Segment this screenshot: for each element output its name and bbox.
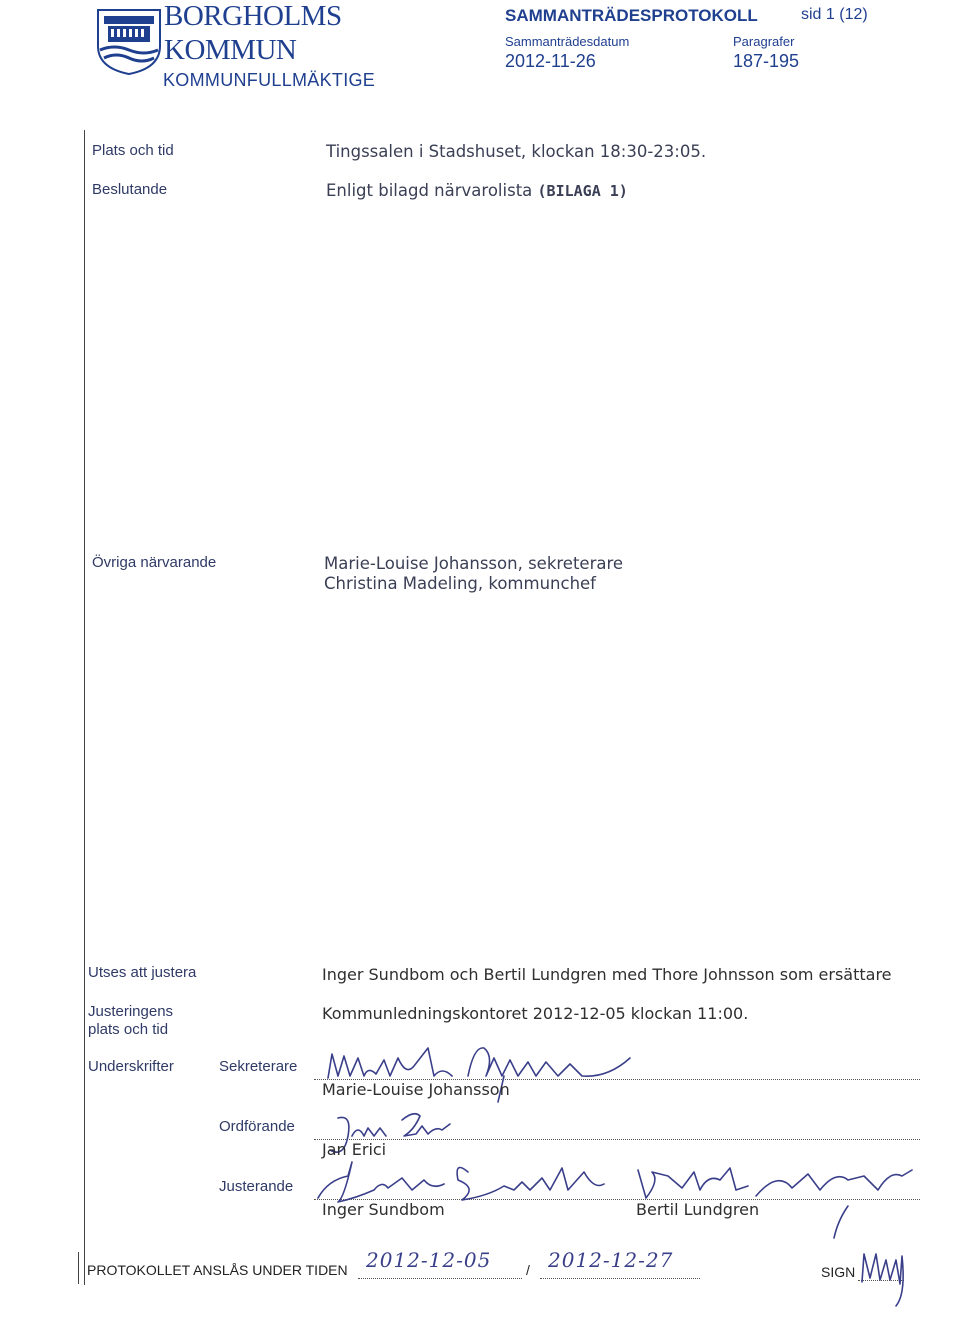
ovriga-person-2: Christina Madeling, kommunchef	[324, 574, 596, 593]
brand-subtitle: KOMMUNFULLMÄKTIGE	[163, 70, 376, 90]
justering-label-line1: Justeringens	[88, 1003, 174, 1020]
anslas-to-dotted-line	[540, 1278, 700, 1279]
anslas-date-to: 2012-12-27	[548, 1248, 674, 1272]
meeting-date-value: 2012-11-26	[505, 51, 596, 71]
sign-initials	[856, 1244, 916, 1310]
justering-value: Kommunledningskontoret 2012-12-05 klockan 11:00.	[322, 1004, 749, 1023]
ovriga-person-1: Marie-Louise Johansson, sekreterare	[324, 554, 624, 573]
justerande-label: Justerande	[219, 1178, 294, 1195]
utses-value: Inger Sundbom och Bertil Lundgren med Thore Johnsson som ersättare	[322, 965, 892, 984]
brand-name-line1: BORGHOLMS	[164, 0, 342, 32]
sekreterare-name: Marie-Louise Johansson	[322, 1080, 510, 1099]
ovriga-label: Övriga närvarande	[92, 554, 217, 571]
left-margin-line	[84, 130, 85, 1285]
meeting-date-label: Sammanträdesdatum	[505, 34, 630, 49]
underskrifter-label: Underskrifter	[88, 1058, 174, 1075]
anslas-separator: /	[526, 1262, 530, 1278]
anslas-label: PROTOKOLLET ANSLÅS UNDER TIDEN	[87, 1262, 348, 1278]
document-title: SAMMANTRÄDESPROTOKOLL	[505, 6, 758, 25]
beslutande-value	[326, 181, 628, 200]
justerande-name-1: Inger Sundbom	[322, 1200, 445, 1219]
sekreterare-label: Sekreterare	[219, 1058, 298, 1075]
justering-label-line2: plats och tid	[88, 1021, 169, 1038]
plats-label: Plats och tid	[92, 142, 174, 159]
utses-label: Utses att justera	[88, 964, 197, 981]
anslas-date-from: 2012-12-05	[366, 1248, 492, 1272]
beslutande-text: Enligt bilagd närvarolista	[326, 181, 533, 200]
municipal-coat-of-arms-logo	[94, 6, 164, 76]
ordforande-name: Jan Erici	[322, 1140, 387, 1159]
beslutande-label: Beslutande	[92, 181, 168, 198]
brand-name-line2: KOMMUN	[164, 34, 297, 66]
footer-left-border	[78, 1252, 79, 1284]
anslas-from-dotted-line	[358, 1278, 522, 1279]
beslutande-attachment: (BILAGA 1)	[537, 182, 628, 200]
page-number: sid 1 (12)	[801, 6, 868, 23]
paragraphs-label: Paragrafer	[733, 34, 795, 49]
plats-value: Tingssalen i Stadshuset, klockan 18:30-23:05.	[326, 142, 707, 161]
sign-label: SIGN	[821, 1264, 856, 1280]
justerande-handwritten-signatures	[308, 1150, 920, 1240]
ordforande-label: Ordförande	[219, 1118, 295, 1135]
justerande-name-2: Bertil Lundgren	[636, 1200, 760, 1219]
paragraphs-value: 187-195	[733, 51, 800, 71]
